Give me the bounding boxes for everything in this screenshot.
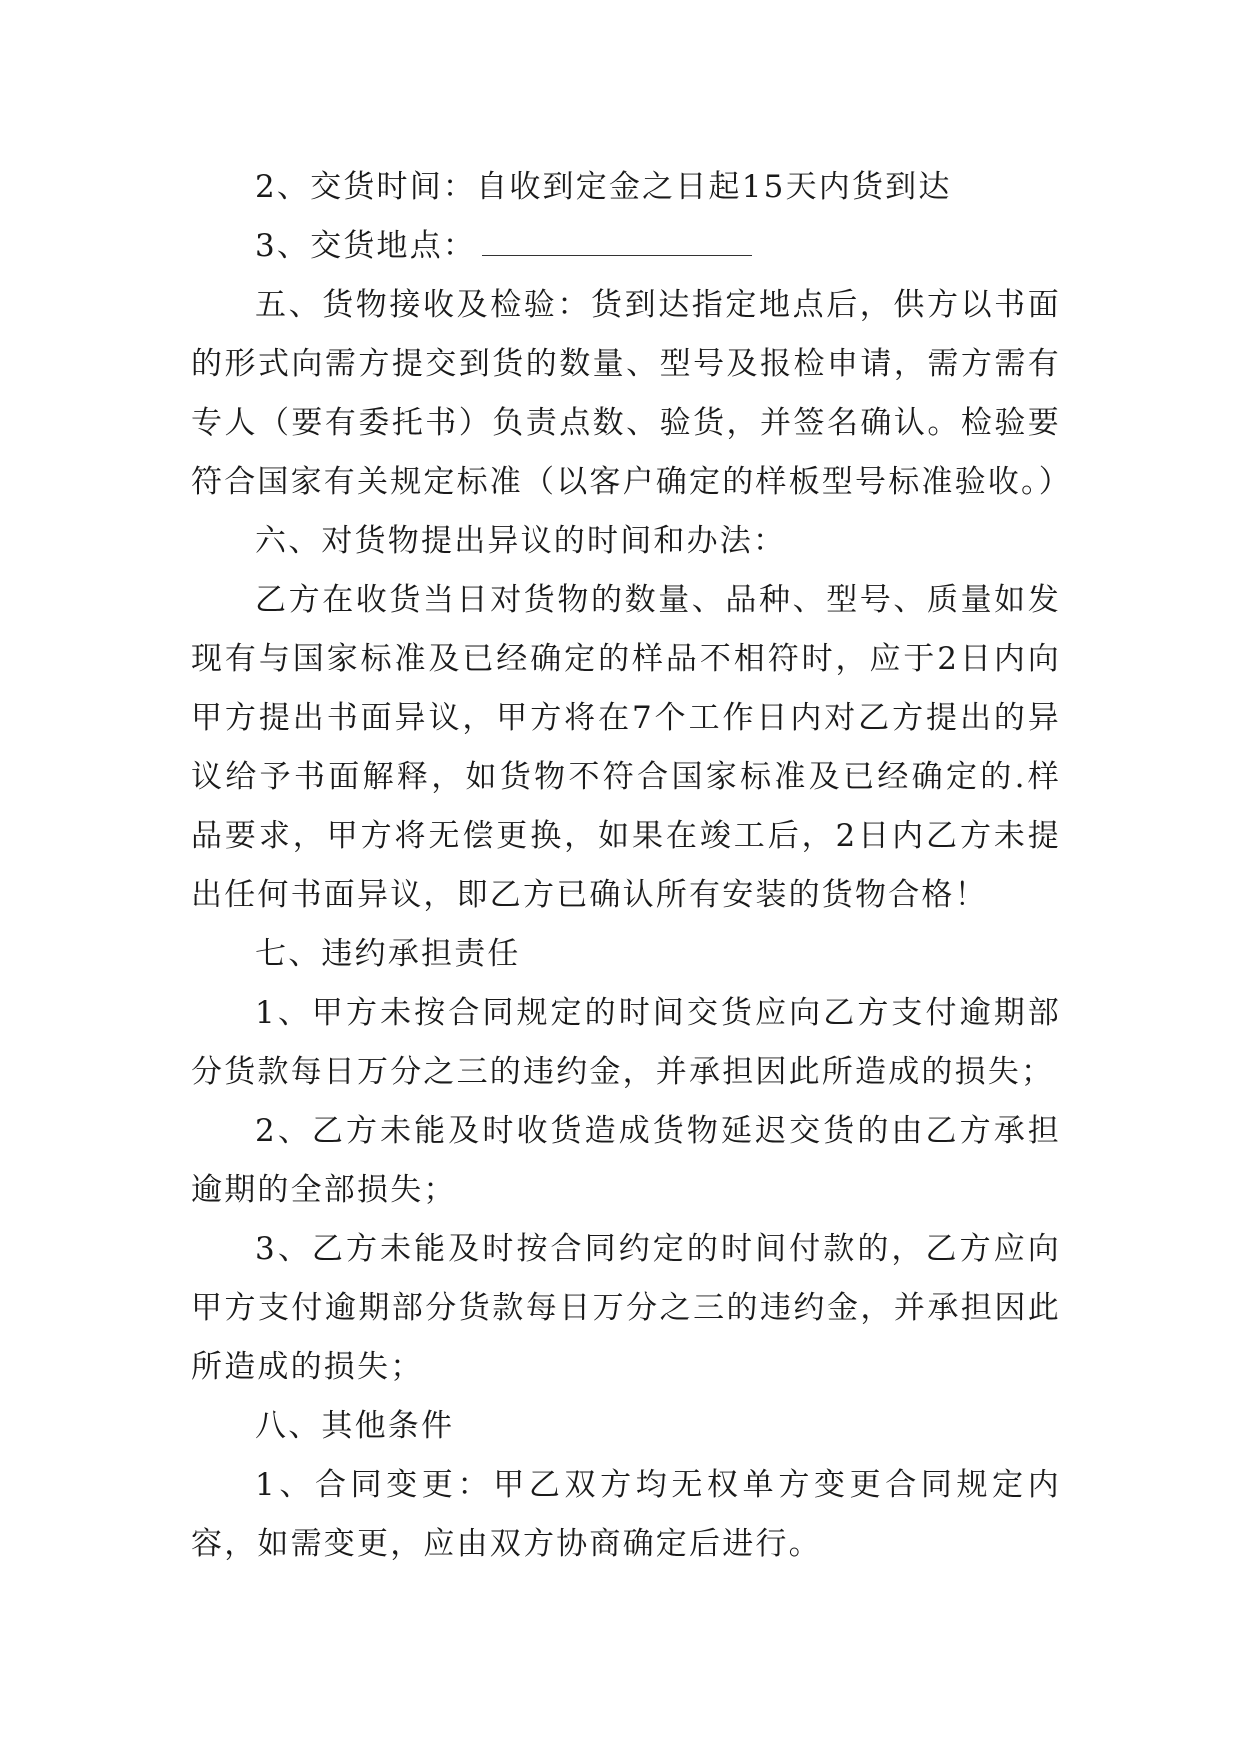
other-conditions-heading [191,1397,1061,1456]
paragraph-text: 乙方在收货当日对货物的数量、品种、型号、质量如发现有与国家标准及已经确定的样品不相符时，应于2日内向甲方提出书面异议，甲方将在7个工作日内对乙方提出的异议给予书面解释，如货物不符合国家标准及已经确定的.样品要求，甲方将无偿更换，如果在竣工后，2日内乙方未提出任何书面异议，即乙方已确认所有安装的货物合格！ [191,582,1061,913]
paragraph-text: 1、合同变更：甲乙双方均无权单方变更合同规定内容，如需变更，应由双方协商确定后进行。 [191,1467,1061,1562]
contract-change-clause [191,1456,1061,1574]
delivery-location-clause [191,217,1061,276]
inspection-clause [191,276,1072,512]
fill-in-blank-line [482,255,752,256]
objection-heading [191,512,1061,571]
paragraph-text: 七、违约承担责任 [255,936,521,972]
breach-liability-heading [191,925,1061,984]
paragraph-text: 2、乙方未能及时收货造成货物延迟交货的由乙方承担逾期的全部损失； [191,1113,1061,1208]
paragraph-text: 六、对货物提出异议的时间和办法： [255,523,787,559]
paragraph-text: 五、货物接收及检验：货到达指定地点后，供方以书面的形式向需方提交到货的数量、型号及报检申请，需方需有专人（要有委托书）负责点数、验货，并签名确认。检验要符合国家有关规定标准（以客户确定的样板型号标准验收。） [191,287,1072,500]
paragraph-text: 2、交货时间：自收到定金之日起15天内货到达 [255,169,952,205]
paragraph-text: 八、其他条件 [255,1408,455,1444]
breach-clause-3 [191,1220,1061,1397]
breach-clause-1 [191,984,1061,1102]
objection-clause [191,571,1061,925]
paragraph-text: 3、乙方未能及时按合同约定的时间付款的，乙方应向甲方支付逾期部分货款每日万分之三的违约金，并承担因此所造成的损失； [191,1231,1061,1385]
paragraph-text: 3、交货地点： [255,228,477,264]
delivery-time-clause [191,158,1061,217]
breach-clause-2 [191,1102,1061,1220]
paragraph-text: 1、甲方未按合同规定的时间交货应向乙方支付逾期部分货款每日万分之三的违约金，并承担因此所造成的损失； [191,995,1061,1090]
document-body [191,158,1072,1574]
